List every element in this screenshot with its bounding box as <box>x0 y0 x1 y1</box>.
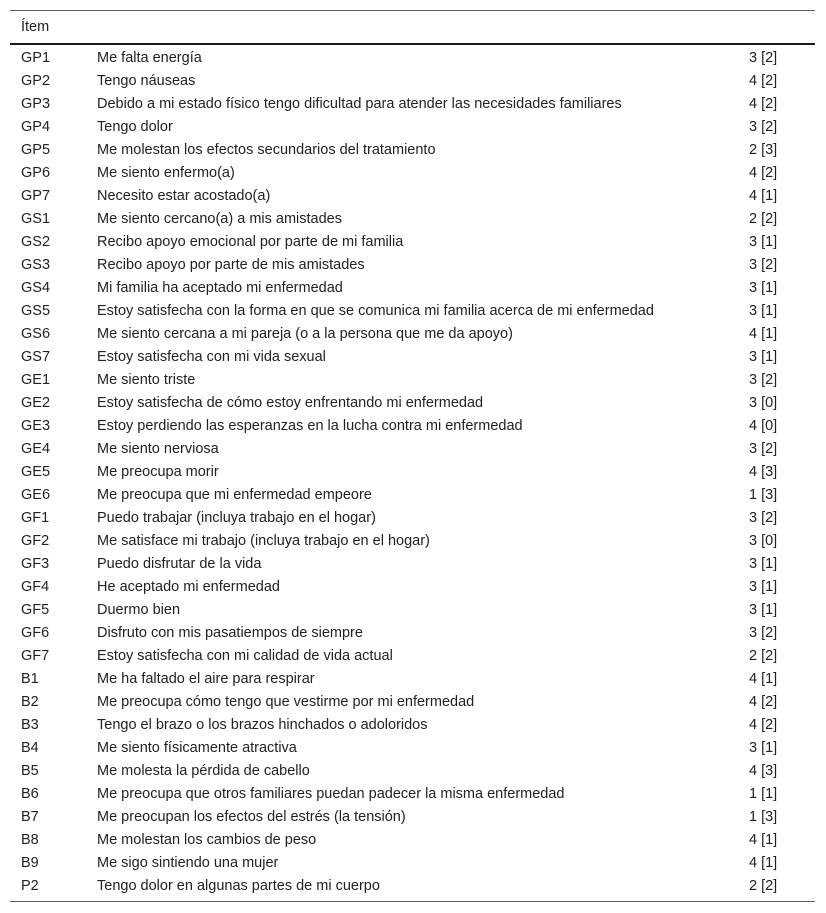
item-text-cell: Me preocupan los efectos del estrés (la tensión) <box>97 809 406 825</box>
item-code-cell: GP3 <box>21 96 51 112</box>
item-value-cell: 4 [2] <box>749 73 778 89</box>
item-text-cell: Me molesta la pérdida de cabello <box>97 763 310 779</box>
item-text-cell: Me siento cercana a mi pareja (o a la persona que me da apoyo) <box>97 326 513 342</box>
item-text-cell: Me falta energía <box>97 50 202 66</box>
table-row <box>10 783 815 806</box>
item-code-cell: GP6 <box>21 165 51 181</box>
item-value-cell: 2 [2] <box>749 211 778 227</box>
item-code-cell: GP2 <box>21 73 51 89</box>
item-code-cell: GE1 <box>21 372 51 388</box>
item-text-cell: Me sigo sintiendo una mujer <box>97 855 279 871</box>
item-text-cell: Estoy satisfecha con la forma en que se comunica mi familia acerca de mi enfermedad <box>97 303 654 319</box>
item-code-cell: GP7 <box>21 188 51 204</box>
item-code-cell: GS3 <box>21 257 51 273</box>
item-value-cell: 4 [2] <box>749 165 778 181</box>
item-value-cell: 4 [0] <box>749 418 778 434</box>
item-text-cell: Tengo náuseas <box>97 73 196 89</box>
item-value-cell: 3 [1] <box>749 303 778 319</box>
item-code-cell: GS6 <box>21 326 51 342</box>
table-row <box>10 484 815 507</box>
item-code-cell: GF3 <box>21 556 50 572</box>
table-bottom-rule <box>10 901 815 902</box>
item-text-cell: Me siento cercano(a) a mis amistades <box>97 211 342 227</box>
table-row <box>10 392 815 415</box>
item-value-cell: 4 [3] <box>749 763 778 779</box>
item-text-cell: Recibo apoyo emocional por parte de mi familia <box>97 234 404 250</box>
table-row <box>10 461 815 484</box>
item-code-cell: B9 <box>21 855 39 871</box>
item-code-cell: GE4 <box>21 441 51 457</box>
item-text-cell: Tengo dolor <box>97 119 173 135</box>
item-value-cell: 4 [3] <box>749 464 778 480</box>
item-text-cell: Me siento nerviosa <box>97 441 219 457</box>
table-row <box>10 645 815 668</box>
item-value-cell: 4 [2] <box>749 717 778 733</box>
item-value-cell: 4 [1] <box>749 671 778 687</box>
table-row <box>10 507 815 530</box>
item-value-cell: 2 [2] <box>749 878 778 894</box>
item-text-cell: Puedo trabajar (incluya trabajo en el hogar) <box>97 510 376 526</box>
item-text-cell: Me molestan los cambios de peso <box>97 832 317 848</box>
item-text-cell: Disfruto con mis pasatiempos de siempre <box>97 625 363 641</box>
item-text-cell: Me satisface mi trabajo (incluya trabajo en el hogar) <box>97 533 430 549</box>
table-row <box>10 875 815 898</box>
table-row <box>10 139 815 162</box>
item-code-cell: B8 <box>21 832 39 848</box>
table-row <box>10 93 815 116</box>
items-table <box>10 10 815 902</box>
item-value-cell: 3 [2] <box>749 257 778 273</box>
item-value-cell: 3 [1] <box>749 556 778 572</box>
table-row <box>10 714 815 737</box>
item-text-cell: Estoy perdiendo las esperanzas en la lucha contra mi enfermedad <box>97 418 523 434</box>
table-row <box>10 599 815 622</box>
item-text-cell: Me preocupa que otros familiares puedan padecer la misma enfermedad <box>97 786 565 802</box>
item-text-cell: Me preocupa que mi enfermedad empeore <box>97 487 372 503</box>
item-code-cell: GS2 <box>21 234 51 250</box>
item-code-cell: GF7 <box>21 648 50 664</box>
table-row <box>10 760 815 783</box>
item-text-cell: Duermo bien <box>97 602 181 618</box>
item-code-cell: B1 <box>21 671 39 687</box>
item-value-cell: 3 [1] <box>749 579 778 595</box>
table-row <box>10 415 815 438</box>
item-code-cell: GE5 <box>21 464 51 480</box>
item-value-cell: 4 [1] <box>749 326 778 342</box>
table-row <box>10 576 815 599</box>
item-column-header: Ítem <box>21 19 50 35</box>
table-row <box>10 622 815 645</box>
table-row <box>10 300 815 323</box>
item-value-cell: 3 [2] <box>749 441 778 457</box>
item-code-cell: P2 <box>21 878 39 894</box>
table-row <box>10 530 815 553</box>
table-row <box>10 323 815 346</box>
item-code-cell: GE6 <box>21 487 51 503</box>
item-value-cell: 3 [2] <box>749 372 778 388</box>
item-text-cell: Mi familia ha aceptado mi enfermedad <box>97 280 343 296</box>
table-row <box>10 691 815 714</box>
item-value-cell: 1 [3] <box>749 487 778 503</box>
item-value-cell: 3 [1] <box>749 740 778 756</box>
item-value-cell: 4 [2] <box>749 96 778 112</box>
item-code-cell: GF4 <box>21 579 50 595</box>
item-text-cell: He aceptado mi enfermedad <box>97 579 280 595</box>
item-code-cell: GF6 <box>21 625 50 641</box>
item-value-cell: 2 [3] <box>749 142 778 158</box>
item-code-cell: GE3 <box>21 418 51 434</box>
item-code-cell: GS4 <box>21 280 51 296</box>
item-text-cell: Estoy satisfecha con mi vida sexual <box>97 349 326 365</box>
item-text-cell: Me preocupa cómo tengo que vestirme por mi enfermedad <box>97 694 475 710</box>
table-row <box>10 553 815 576</box>
table-row <box>10 185 815 208</box>
item-value-cell: 3 [0] <box>749 533 778 549</box>
item-code-cell: GF2 <box>21 533 50 549</box>
table-row <box>10 208 815 231</box>
item-code-cell: B6 <box>21 786 39 802</box>
table-row <box>10 806 815 829</box>
item-value-cell: 3 [1] <box>749 234 778 250</box>
item-code-cell: GF1 <box>21 510 50 526</box>
item-text-cell: Recibo apoyo por parte de mis amistades <box>97 257 365 273</box>
table-row <box>10 852 815 875</box>
item-value-cell: 3 [1] <box>749 349 778 365</box>
item-text-cell: Debido a mi estado físico tengo dificultad para atender las necesidades familiares <box>97 96 622 112</box>
item-code-cell: GP5 <box>21 142 51 158</box>
item-text-cell: Me molestan los efectos secundarios del tratamiento <box>97 142 436 158</box>
item-code-cell: GP4 <box>21 119 51 135</box>
table-row <box>10 254 815 277</box>
item-code-cell: B4 <box>21 740 39 756</box>
table-row <box>10 737 815 760</box>
item-code-cell: B2 <box>21 694 39 710</box>
item-code-cell: GP1 <box>21 50 51 66</box>
table-row <box>10 277 815 300</box>
item-code-cell: GE2 <box>21 395 51 411</box>
item-text-cell: Tengo dolor en algunas partes de mi cuerpo <box>97 878 380 894</box>
item-value-cell: 4 [1] <box>749 188 778 204</box>
item-value-cell: 3 [2] <box>749 50 778 66</box>
item-text-cell: Necesito estar acostado(a) <box>97 188 271 204</box>
table-row <box>10 47 815 70</box>
item-value-cell: 4 [1] <box>749 855 778 871</box>
item-value-cell: 4 [2] <box>749 694 778 710</box>
item-value-cell: 3 [2] <box>749 625 778 641</box>
item-value-cell: 1 [1] <box>749 786 778 802</box>
item-value-cell: 1 [3] <box>749 809 778 825</box>
item-value-cell: 3 [1] <box>749 280 778 296</box>
table-row <box>10 70 815 93</box>
item-code-cell: B5 <box>21 763 39 779</box>
table-row <box>10 346 815 369</box>
item-value-cell: 3 [1] <box>749 602 778 618</box>
item-code-cell: B7 <box>21 809 39 825</box>
item-text-cell: Tengo el brazo o los brazos hinchados o adoloridos <box>97 717 428 733</box>
item-value-cell: 2 [2] <box>749 648 778 664</box>
table-row <box>10 231 815 254</box>
item-text-cell: Puedo disfrutar de la vida <box>97 556 262 572</box>
item-text-cell: Estoy satisfecha de cómo estoy enfrentando mi enfermedad <box>97 395 484 411</box>
item-value-cell: 4 [1] <box>749 832 778 848</box>
table-row <box>10 162 815 185</box>
item-value-cell: 3 [0] <box>749 395 778 411</box>
table-row <box>10 668 815 691</box>
item-text-cell: Me siento triste <box>97 372 196 388</box>
table-row <box>10 438 815 461</box>
item-code-cell: GS7 <box>21 349 51 365</box>
table-row <box>10 369 815 392</box>
item-text-cell: Me ha faltado el aire para respirar <box>97 671 315 687</box>
table-row <box>10 829 815 852</box>
item-value-cell: 3 [2] <box>749 119 778 135</box>
item-text-cell: Estoy satisfecha con mi calidad de vida actual <box>97 648 393 664</box>
table-row <box>10 116 815 139</box>
item-code-cell: B3 <box>21 717 39 733</box>
item-code-cell: GS5 <box>21 303 51 319</box>
item-text-cell: Me siento físicamente atractiva <box>97 740 297 756</box>
item-text-cell: Me preocupa morir <box>97 464 219 480</box>
item-code-cell: GS1 <box>21 211 51 227</box>
item-text-cell: Me siento enfermo(a) <box>97 165 235 181</box>
item-value-cell: 3 [2] <box>749 510 778 526</box>
table-body <box>10 45 815 898</box>
table-header-row <box>10 11 815 43</box>
item-code-cell: GF5 <box>21 602 50 618</box>
